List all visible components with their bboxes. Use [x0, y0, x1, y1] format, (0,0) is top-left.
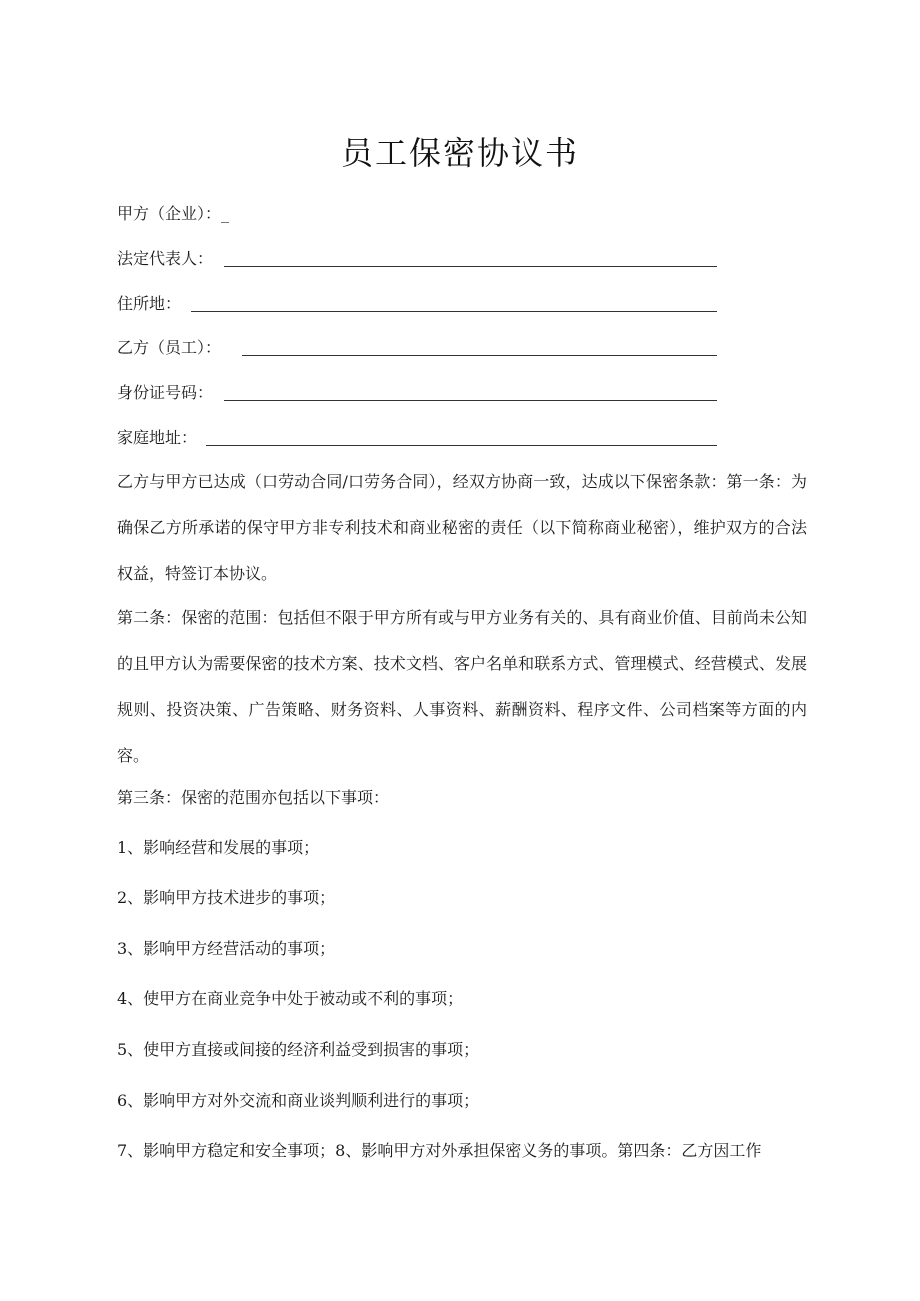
party-a-field	[117, 200, 229, 228]
home-address-field	[117, 424, 717, 452]
residence-label: 住所地：	[117, 294, 182, 313]
id-number-label: 身份证号码：	[117, 383, 214, 402]
residence-field	[117, 290, 717, 318]
id-number-blank-line	[224, 400, 717, 401]
party-b-label: 乙方（员工）：	[117, 338, 222, 357]
home-address-label: 家庭地址：	[117, 428, 198, 447]
party-b-blank-line	[242, 355, 717, 356]
legal-rep-label: 法定代表人：	[117, 249, 214, 268]
id-number-field	[117, 379, 717, 407]
legal-rep-field	[117, 245, 717, 273]
party-b-field	[117, 334, 717, 362]
intro-paragraph: 乙方与甲方已达成（口劳动合同/口劳务合同），经双方协商一致，达成以下保密条款：第一条：为确保乙方所承诺的保守甲方非专利技术和商业秘密的责任（以下简称商业秘密），维护双方的合法权益，特签订本协议。	[117, 472, 807, 583]
list-item: 3、影响甲方经营活动的事项；	[117, 939, 336, 958]
party-a-label: 甲方（企业）：_	[117, 204, 230, 223]
list-item: 1、影响经营和发展的事项；	[117, 838, 320, 857]
article-3-heading: 第三条：保密的范围亦包括以下事项：	[117, 788, 390, 807]
list-item: 2、影响甲方技术进步的事项；	[117, 888, 336, 907]
home-address-blank-line	[206, 445, 717, 446]
document-title: 员工保密协议书	[340, 134, 579, 172]
list-item: 6、影响甲方对外交流和商业谈判顺利进行的事项；	[117, 1091, 480, 1110]
article-2-paragraph: 第二条：保密的范围：包括但不限于甲方所有或与甲方业务有关的、具有商业价值、目前尚未公知的且甲方认为需要保密的技术方案、技术文档、客户名单和联系方式、管理模式、经营模式、发展规则、投资决策、广告策略、财务资料、人事资料、薪酬资料、程序文件、公司档案等方面的内容。	[117, 608, 807, 765]
list-item: 4、使甲方在商业竞争中处于被动或不利的事项；	[117, 989, 464, 1008]
legal-rep-blank-line	[224, 266, 717, 267]
list-item: 7、影响甲方稳定和安全事项；8、影响甲方对外承担保密义务的事项。第四条：乙方因工作	[117, 1141, 762, 1160]
list-item: 5、使甲方直接或间接的经济利益受到损害的事项；	[117, 1040, 480, 1059]
residence-blank-line	[191, 311, 717, 312]
